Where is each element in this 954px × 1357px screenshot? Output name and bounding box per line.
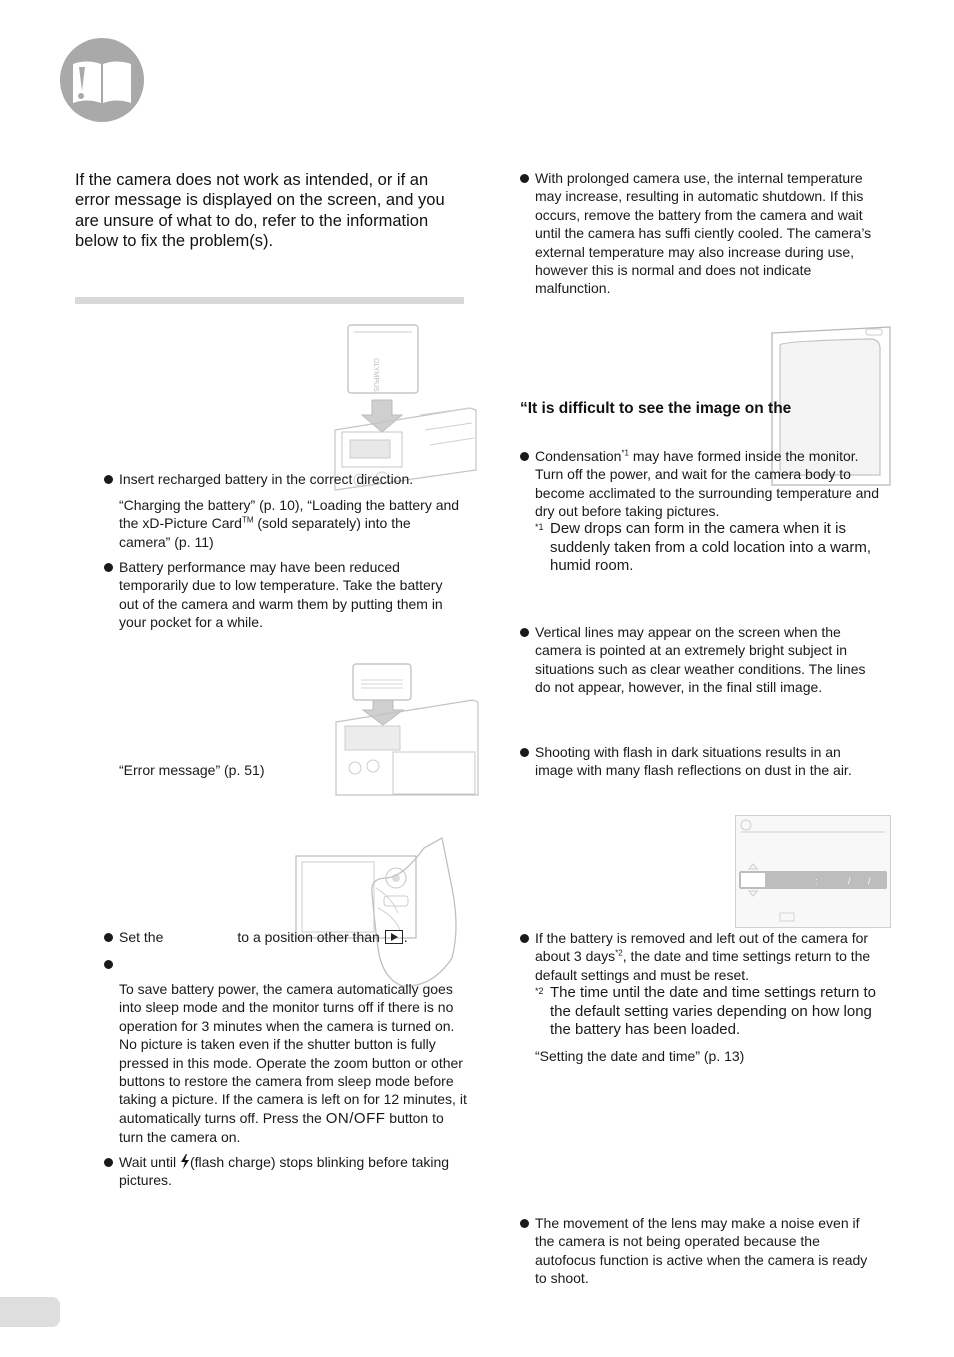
playback-icon — [385, 930, 403, 944]
battery-insert-text: Insert recharged battery in the correct direction. — [119, 471, 414, 487]
date-time-reference: “Setting the date and time” (p. 13) — [535, 1048, 745, 1064]
footnote-mark-2: *2 — [615, 948, 623, 958]
date-reset-tip — [535, 929, 880, 984]
battery-insert-tip — [119, 470, 464, 488]
footnote-2-text: The time until the date and time settings return to the default setting varies depending on how long the battery has been loaded. — [550, 984, 877, 1038]
warning-book-icon — [59, 37, 145, 123]
flash-charge-tip — [119, 1153, 464, 1190]
sleep-mode-tip — [119, 980, 467, 1147]
section-divider — [75, 297, 464, 304]
mode-dial-text-a: Set the — [119, 929, 164, 945]
sleep-mode-text-end: button to turn the camera on. — [119, 1109, 444, 1146]
footnote-1-text: Dew drops can form in the camera when it is suddenly taken from a cold location into a warm, humid room. — [550, 520, 871, 574]
temperature-tip: With prolonged camera use, the internal temperature may increase, resulting in automatic shutdown. If this occurs, remove the battery from the camera and wait until the camera has suffi ciently cooled. The camera’s external temperature may also increase during use, however this is normal and does not indicate malfunction. — [535, 169, 880, 298]
intro-paragraph: If the camera does not work as intended, or if an error message is displayed on the screen, and you are unsure of what to do, refer to the information below to fix the problem(s). — [75, 171, 445, 250]
footnote-2-mark: *2 — [535, 986, 544, 996]
svg-text:/: / — [848, 876, 851, 886]
onoff-button-label: ON/OFF — [325, 1109, 386, 1127]
sleep-mode-text: To save battery power, the camera automatically goes into sleep mode and the monitor turns off if there is no operation for 3 minutes when the camera is turned on. No picture is taken even if the shutter button is fully pressed in this mode. Operate the zoom button or other buttons to restore the camera from sleep mode before taking a picture. If the camera is left on for 12 minutes, it automatically turns off. Press the — [119, 981, 467, 1126]
mode-dial-tip: Set the to a position other than . — [119, 928, 464, 946]
condensation-text-a: Condensation — [535, 448, 622, 464]
flash-charge-icon — [180, 1154, 190, 1169]
footnote-1 — [535, 520, 880, 576]
condensation-tip — [535, 447, 880, 521]
flash-dust-tip: Shooting with flash in dark situations results in an image with many flash reflections on dust in the air. — [535, 743, 880, 780]
lens-noise-tip: The movement of the lens may make a noise even if the camera is not being operated because the autofocus function is active when the camera is ready to shoot. — [535, 1214, 880, 1288]
error-message-reference: “Error message” (p. 51) — [119, 762, 265, 778]
vertical-lines-tip: Vertical lines may appear on the screen when the camera is pointed at an extremely bright subject in situations such as clear weather conditions. The lines do not appear, however, in the final still image. — [535, 623, 880, 697]
battery-temperature-tip — [119, 558, 464, 632]
date-setting-screen — [735, 815, 891, 928]
battery-reference-end: (sold separately) into the camera” (p. 11) — [119, 515, 411, 550]
monitor-heading: “It is difficult to see the image on the — [520, 400, 792, 417]
battery-temperature-text: Battery performance may have been reduced temporarily due to low temperature. Take the battery out of the camera and warm them by putting them in your pocket for a while. — [119, 559, 443, 631]
svg-text::: : — [815, 876, 818, 886]
trademark-mark: TM — [241, 515, 254, 525]
flash-charge-text-b: (flash charge) stops blinking before taking pictures. — [119, 1154, 450, 1189]
footnote-2 — [535, 984, 880, 1040]
page-number-tab — [0, 1297, 60, 1327]
condensation-text-b: may have formed inside the monitor. Turn off the power, and wait for the camera body to become acclimated to the surrounding temperature and dry out before taking pictures. — [535, 448, 879, 520]
date-reset-text-a: If the battery is removed and left out of the camera for about 3 days — [535, 930, 869, 965]
battery-reference — [119, 496, 464, 551]
flash-charge-text-a: Wait until — [119, 1154, 177, 1170]
footnote-1-mark: *1 — [535, 522, 544, 532]
date-reset-text-b: , the date and time settings return to the default settings and must be reset. — [535, 948, 871, 983]
battery-brand-logo: OLYMPUS — [372, 358, 379, 392]
svg-text:/: / — [868, 876, 871, 886]
footnote-mark-1: *1 — [621, 448, 629, 458]
battery-reference-text: “Charging the battery” (p. 10), “Loading the battery and the xD-Picture Card — [119, 497, 460, 532]
sleep-mode-bullet — [119, 955, 464, 973]
mode-dial-text-b: to a position other than — [237, 929, 380, 945]
